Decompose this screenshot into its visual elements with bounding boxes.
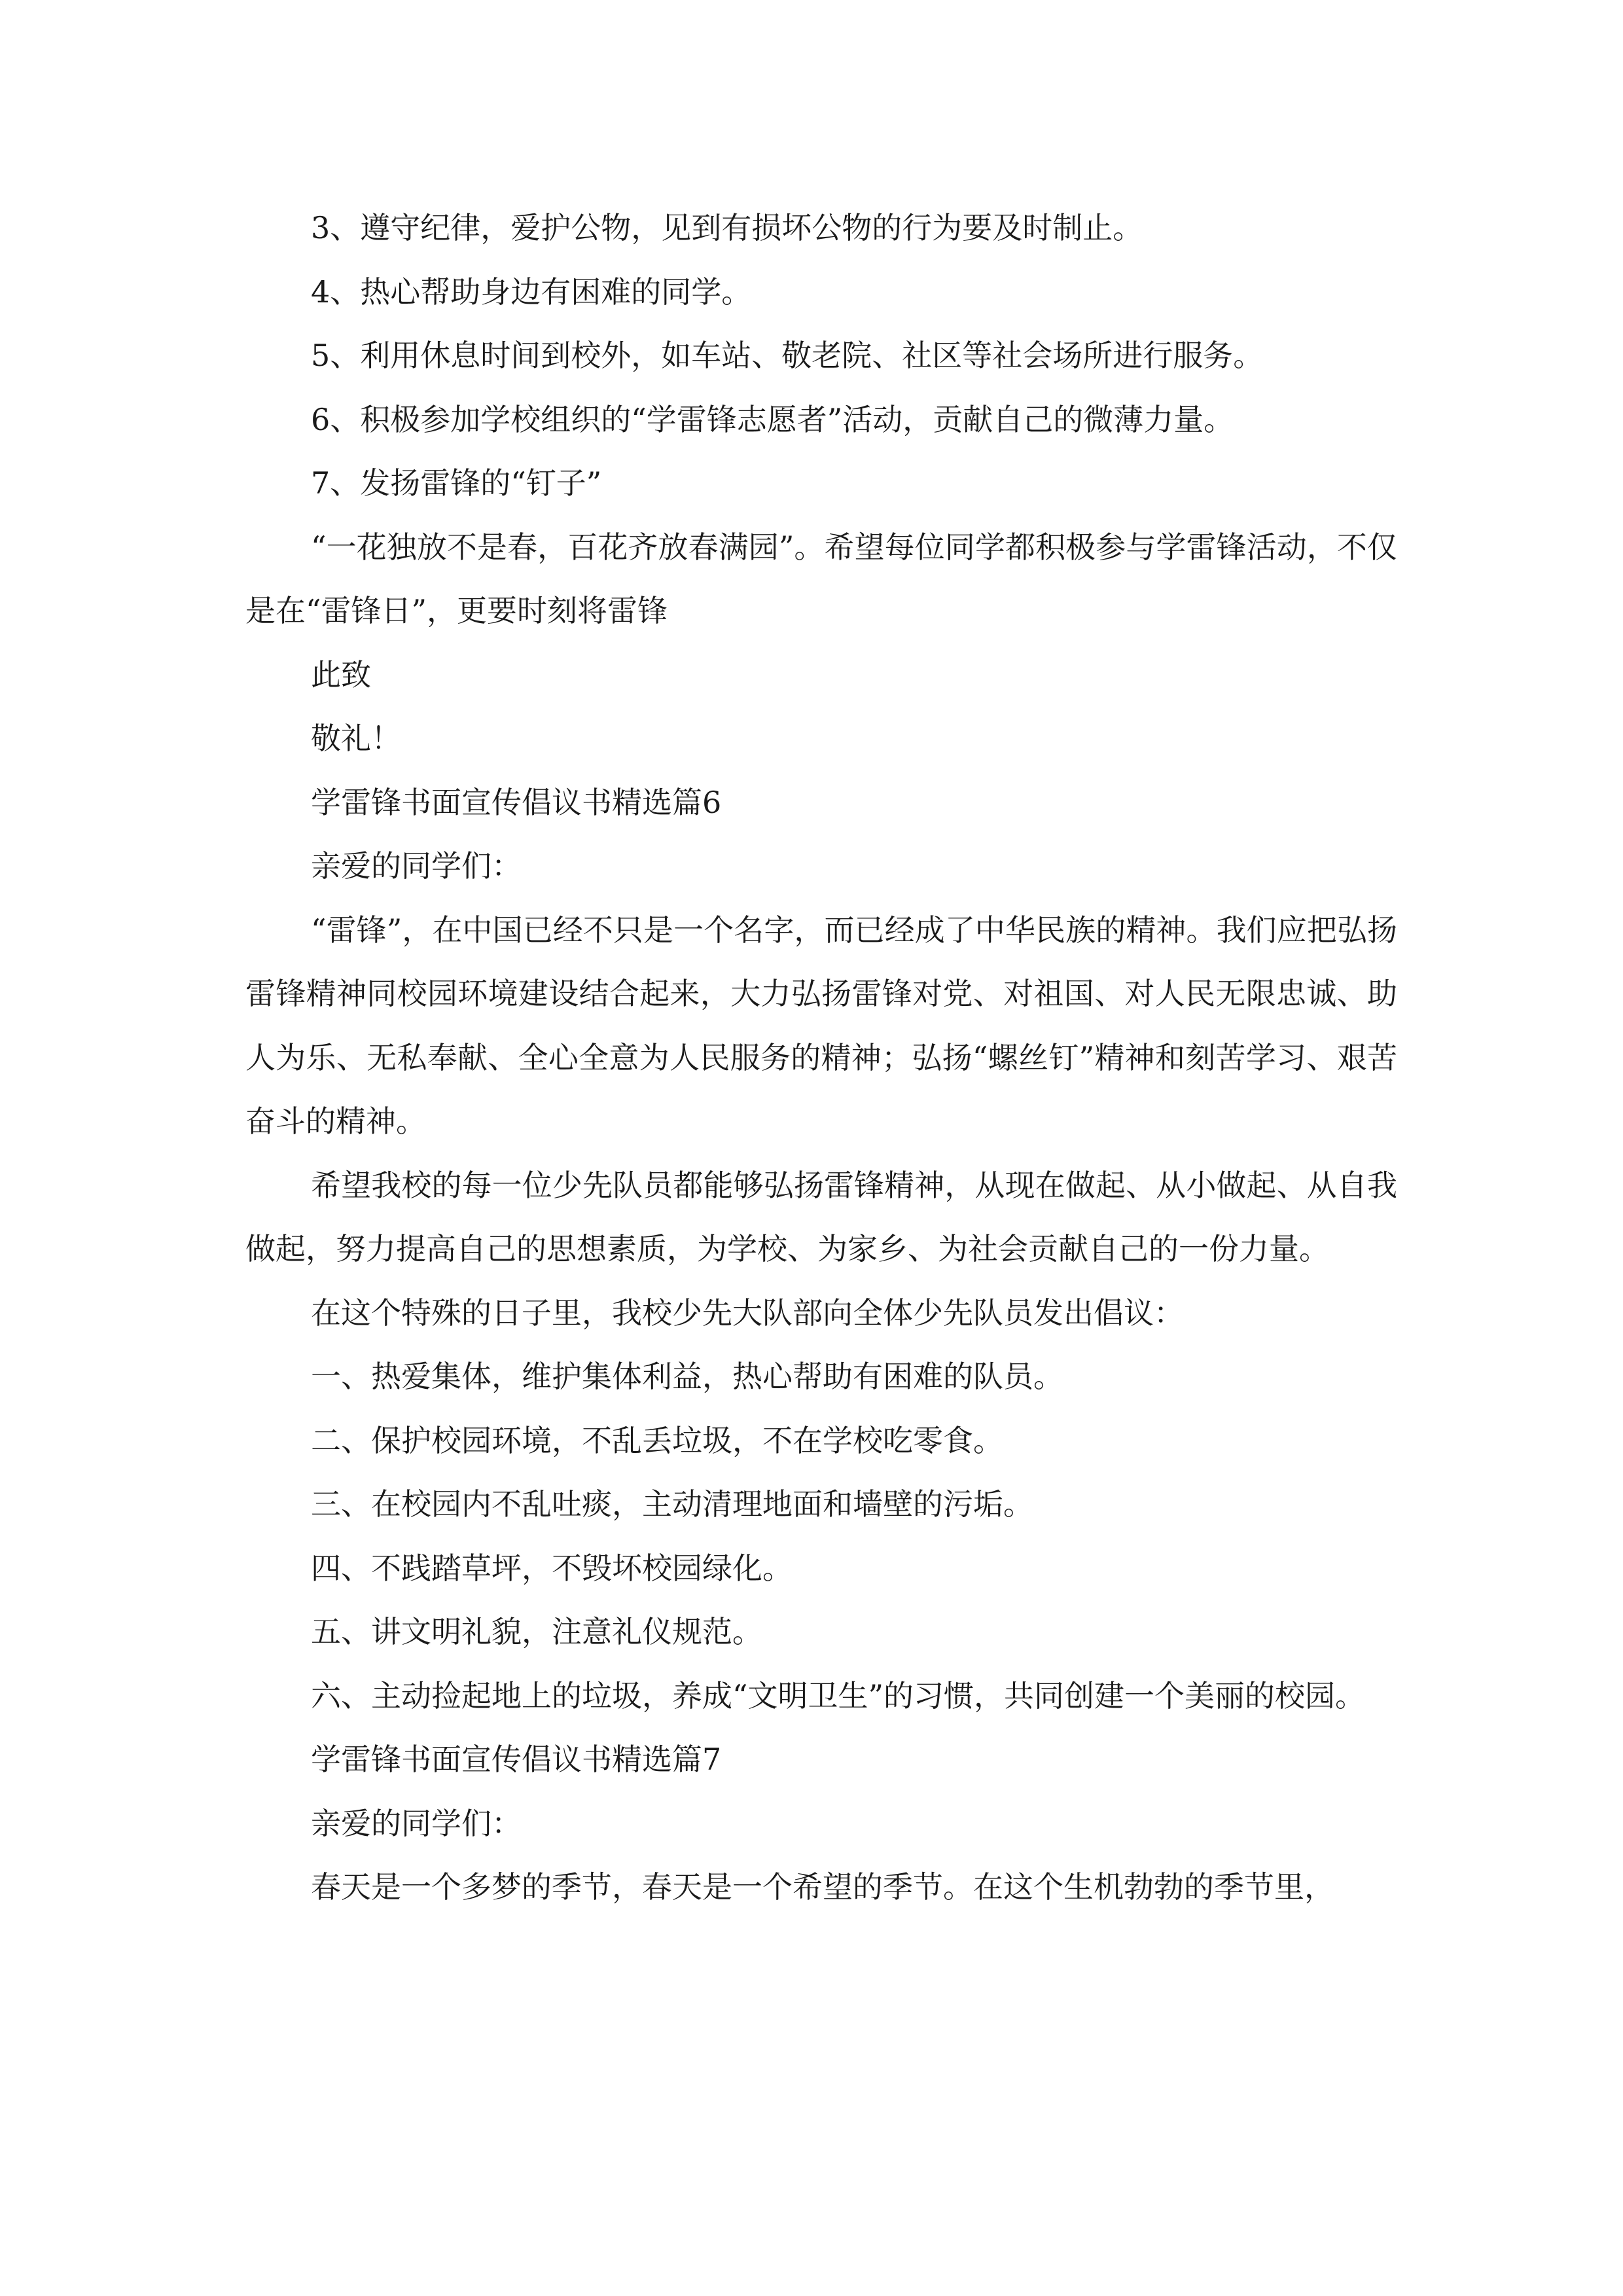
- proposal-item-6: 六、主动捡起地上的垃圾，养成“文明卫生”的习惯，共同创建一个美丽的校园。: [311, 1677, 1366, 1713]
- section-heading-6: 学雷锋书面宣传倡议书精选篇6: [311, 784, 722, 820]
- paragraph-item-3: 3、遵守纪律，爱护公物，见到有损坏公物的行为要及时制止。: [311, 210, 1143, 245]
- paragraph-spring: 春天是一个多梦的季节，春天是一个希望的季节。在这个生机勃勃的季节里，: [311, 1869, 1334, 1905]
- paragraph-closing-appeal: “一花独放不是春，百花齐放春满园”。希望每位同学都积极参与学雷锋活动，不仅是在“雷锋日”，更要时刻将雷锋: [245, 529, 1397, 628]
- section-heading-7: 学雷锋书面宣传倡议书精选篇7: [311, 1742, 722, 1777]
- salutation-cizhi: 此致: [311, 656, 371, 692]
- paragraph-leifeng-spirit: “雷锋”，在中国已经不只是一个名字，而已经成了中华民族的精神。我们应把弘扬雷锋精神同校园环境建设结合起来，大力弘扬雷锋对党、对祖国、对人民无限忠诚、助人为乐、无私奉献、全心全意为人民服务的精神；弘扬“螺丝钉”精神和刻苦学习、艰苦奋斗的精神。: [245, 912, 1397, 1139]
- paragraph-item-6: 6、积极参加学校组织的“学雷锋志愿者”活动，贡献自己的微薄力量。: [311, 401, 1234, 437]
- paragraph-proposal-intro: 在这个特殊的日子里，我校少先大队部向全体少先队员发出倡议：: [311, 1295, 1184, 1331]
- paragraph-hope: 希望我校的每一位少先队员都能够弘扬雷锋精神，从现在做起、从小做起、从自我做起，努力提高自己的思想素质，为学校、为家乡、为社会贡献自己的一份力量。: [245, 1167, 1397, 1266]
- proposal-item-4: 四、不践踏草坪，不毁坏校园绿化。: [311, 1550, 793, 1586]
- paragraph-item-5: 5、利用休息时间到校外，如车站、敬老院、社区等社会场所进行服务。: [311, 338, 1264, 373]
- proposal-item-1: 一、热爱集体，维护集体利益，热心帮助有困难的队员。: [311, 1359, 1063, 1394]
- greeting-7: 亲爱的同学们：: [311, 1805, 522, 1841]
- proposal-item-3: 三、在校园内不乱吐痰，主动清理地面和墙壁的污垢。: [311, 1486, 1033, 1522]
- document-body: [245, 196, 1397, 1920]
- paragraph-item-7: 7、发扬雷锋的“钉子”: [311, 465, 602, 501]
- paragraph-item-4: 4、热心帮助身边有困难的同学。: [311, 274, 752, 310]
- proposal-item-2: 二、保护校园环境，不乱丢垃圾，不在学校吃零食。: [311, 1422, 1003, 1458]
- proposal-item-5: 五、讲文明礼貌，注意礼仪规范。: [311, 1614, 762, 1649]
- salutation-jingli: 敬礼！: [311, 721, 401, 756]
- greeting-6: 亲爱的同学们：: [311, 848, 522, 884]
